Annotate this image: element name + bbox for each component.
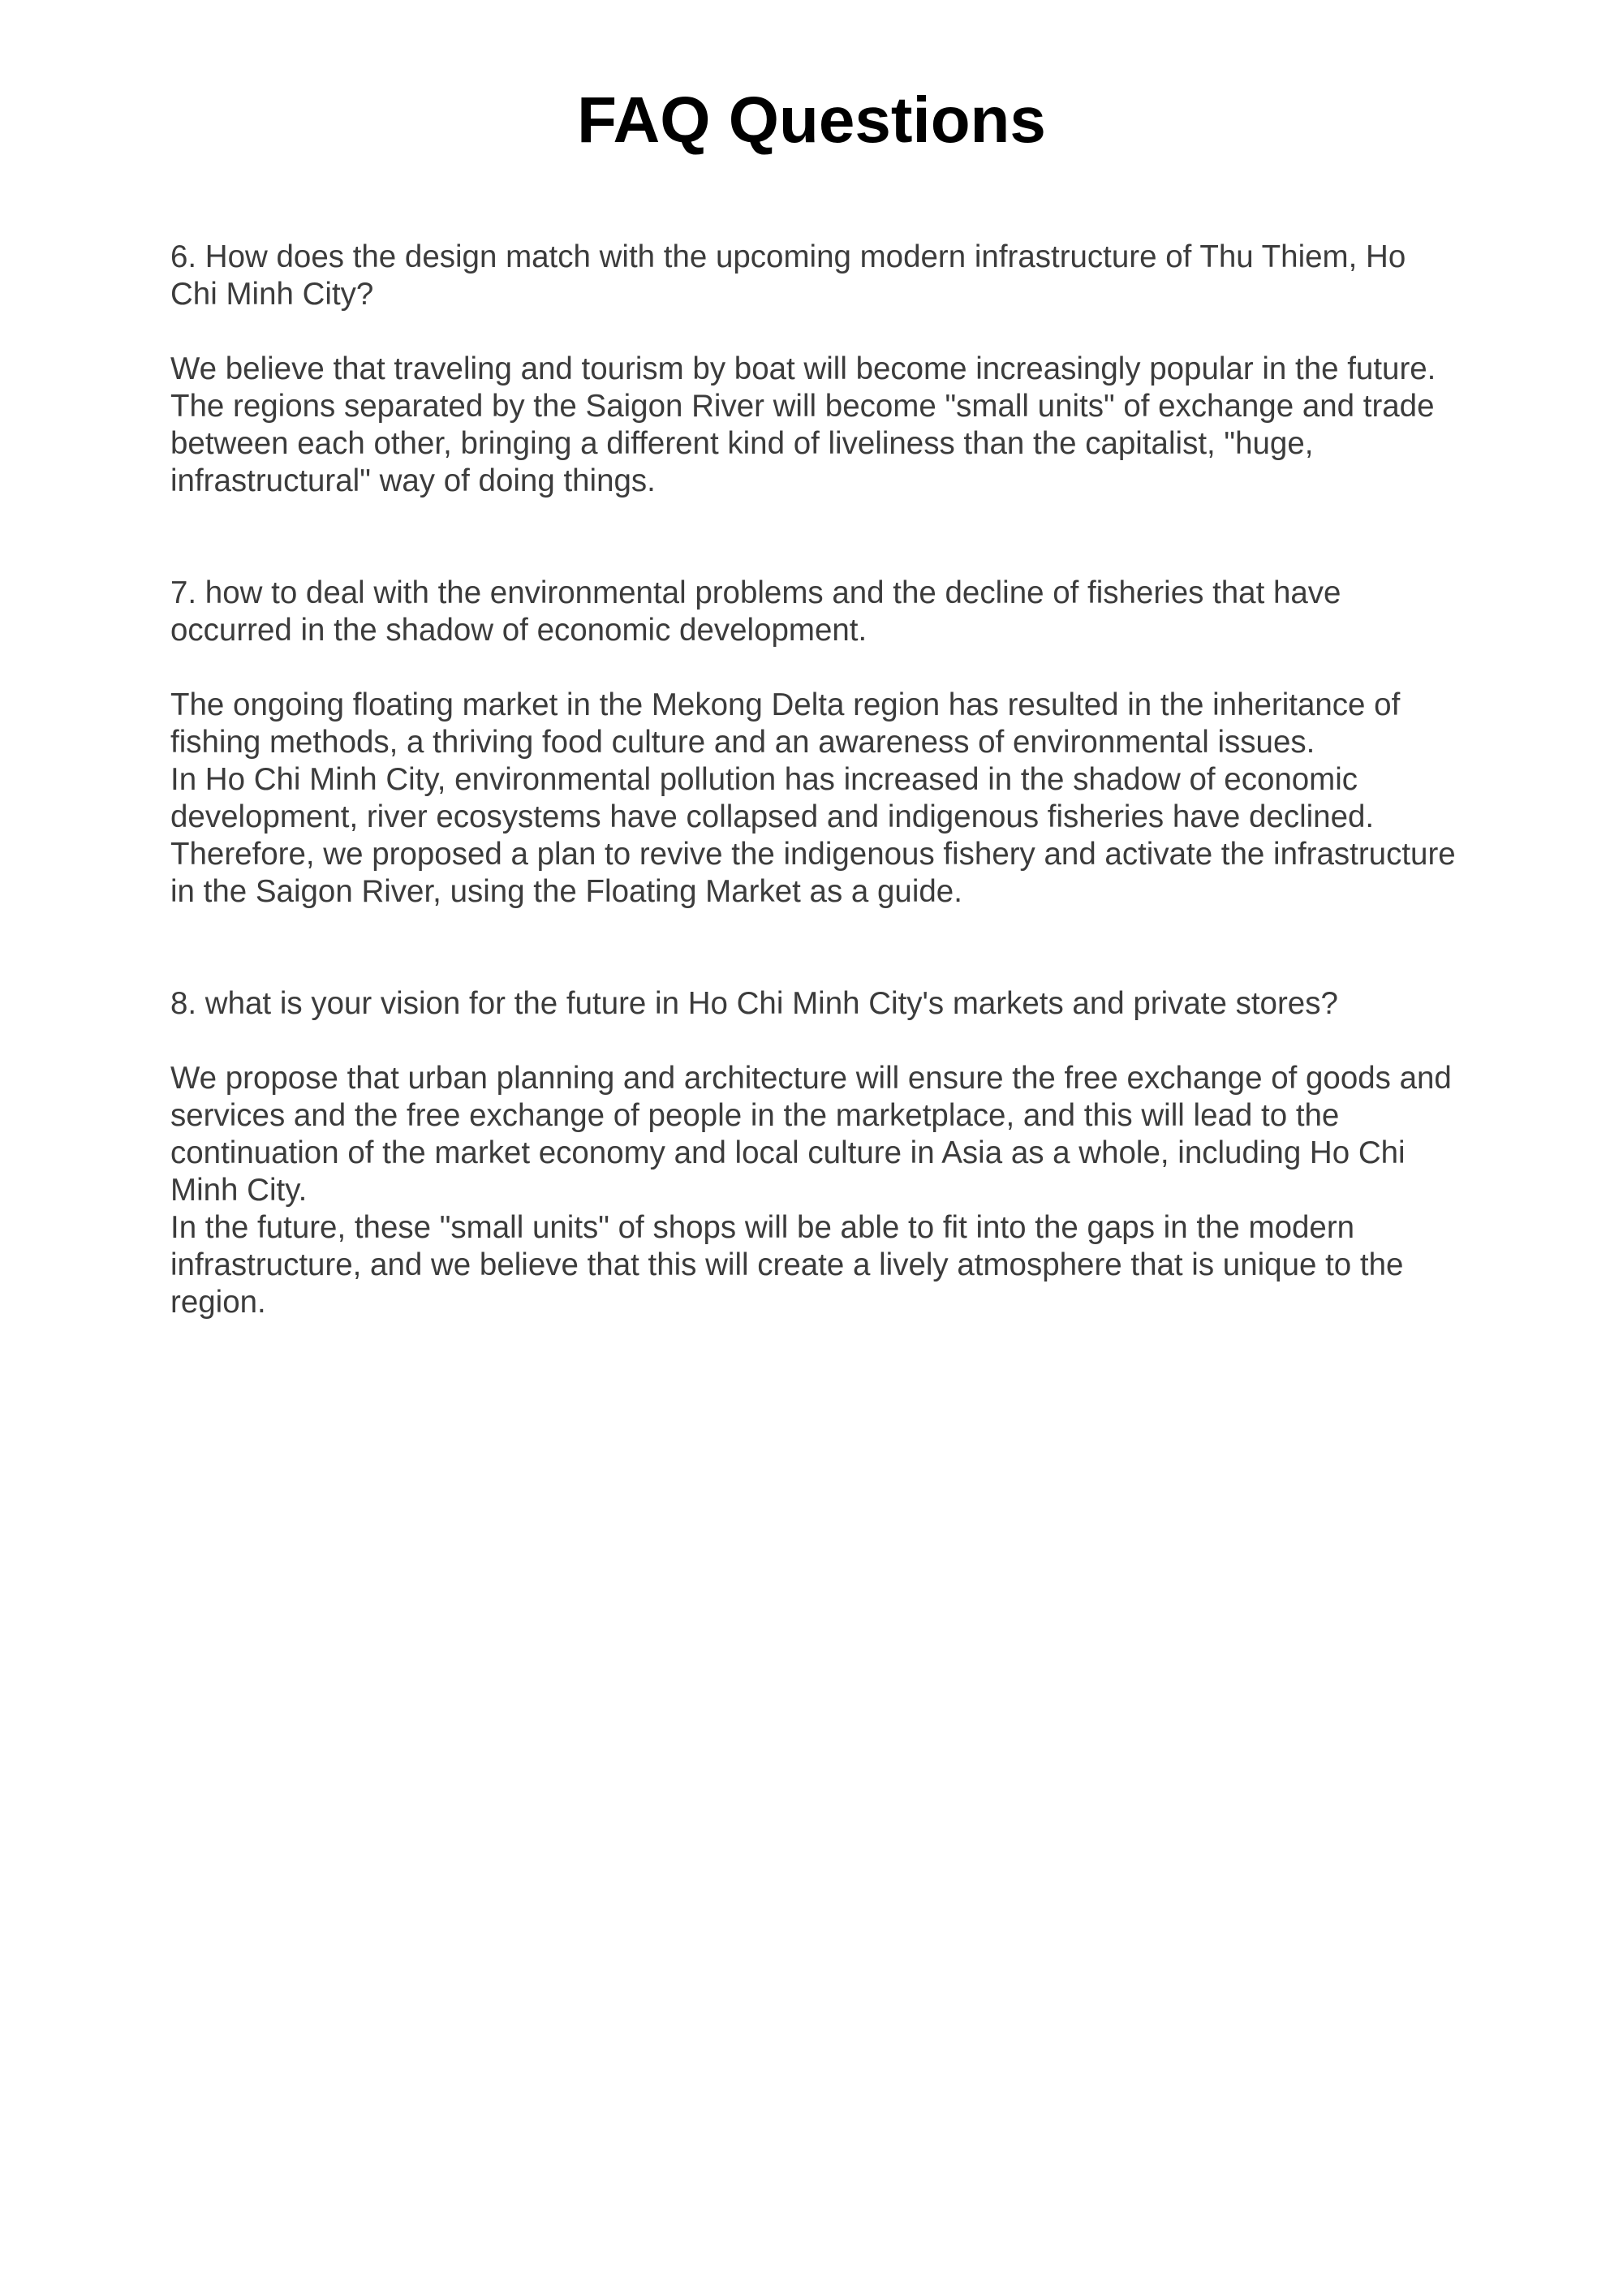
answer-paragraph: The regions separated by the Saigon River will become "small units" of exchange and trade between each other, bringing a different kind of liveliness than the capitalist, "huge, infrastructural" way of doing things.	[170, 389, 1435, 498]
faq-answer	[170, 351, 1461, 500]
faq-list	[170, 239, 1461, 1321]
page-title: FAQ Questions	[577, 84, 1046, 156]
faq-item-8	[170, 985, 1461, 1321]
faq-answer	[170, 1060, 1461, 1321]
answer-paragraph: In Ho Chi Minh City, environmental pollution has increased in the shadow of economic development, river ecosystems have collapsed and indigenous fisheries have declined.	[170, 762, 1375, 834]
faq-item-6	[170, 239, 1461, 500]
faq-question: 7. how to deal with the environmental problems and the decline of fisheries that have occurred in the shadow of economic development.	[170, 575, 1341, 648]
faq-answer	[170, 687, 1461, 911]
answer-paragraph: Therefore, we proposed a plan to revive the indigenous fishery and activate the infrastructure in the Saigon River, using the Floating Market as a guide.	[170, 837, 1456, 909]
faq-question: 8. what is your vision for the future in Ho Chi Minh City's markets and private stores?	[170, 986, 1338, 1021]
faq-item-7	[170, 575, 1461, 911]
answer-paragraph: We believe that traveling and tourism by boat will become increasingly popular in the future.	[170, 351, 1436, 386]
answer-paragraph: In the future, these "small units" of shops will be able to fit into the gaps in the modern infrastructure, and we believe that this will create a lively atmosphere that is unique to the region.	[170, 1210, 1404, 1320]
faq-question: 6. How does the design match with the upcoming modern infrastructure of Thu Thiem, Ho Chi Minh City?	[170, 239, 1406, 312]
answer-paragraph: The ongoing floating market in the Mekong Delta region has resulted in the inheritance of fishing methods, a thriving food culture and an awareness of environmental issues.	[170, 687, 1401, 760]
answer-paragraph: We propose that urban planning and architecture will ensure the free exchange of goods and services and the free exchange of people in the marketplace, and this will lead to the continuation of the market economy and local culture in Asia as a whole, including Ho Chi Minh City.	[170, 1061, 1452, 1208]
